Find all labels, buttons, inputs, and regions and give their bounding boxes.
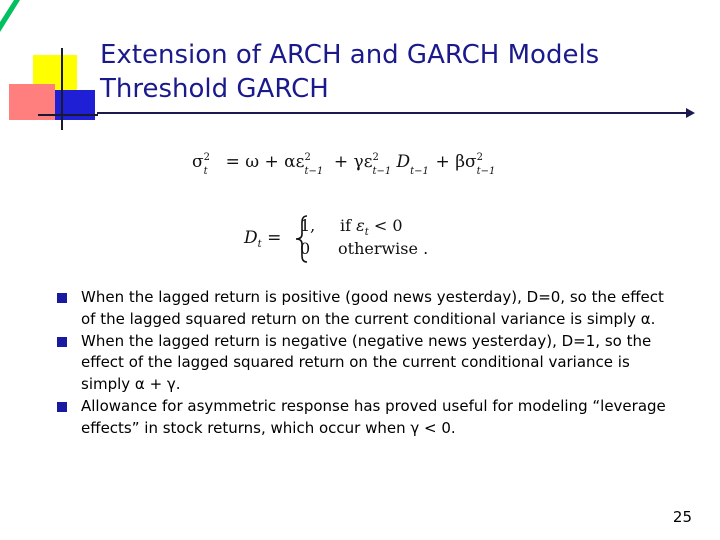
eq2-D-sub: t [257, 239, 262, 250]
eq2-case1-eps-sub: t [364, 227, 369, 238]
eq1-D: D [396, 152, 411, 172]
eq1-gamma-term: + γ [333, 152, 364, 172]
eq1-sigma-sup: 2 [476, 152, 484, 163]
bullet-text: Allowance for asymmetric response has proved useful for modeling “leverage effects” in stock returns, which occur when γ < 0. [81, 396, 666, 437]
bullet-text: When the lagged return is positive (good news yesterday), D=0, so the effect of the lagged squared return on the current conditional variance is simply α. [81, 288, 664, 328]
title-rule-arrowhead [686, 108, 695, 118]
eq1-lhs-sup: 2 [203, 152, 210, 163]
eq1-eps2-sub: t−1 [372, 166, 392, 177]
bullet-square-icon [57, 337, 67, 347]
eq1-lhs-sub: t [203, 166, 208, 177]
bullet-list [56, 287, 676, 440]
eq1-eps-1: ε [295, 152, 305, 172]
slide-title [100, 38, 599, 106]
eq2-case1-cond: < 0 [368, 216, 403, 235]
eq1-omega-term: = ω + α [225, 152, 296, 172]
bullet-item [56, 287, 676, 331]
eq1-D-sub: t−1 [410, 166, 429, 177]
eq2-case2-cond: otherwise . [338, 239, 429, 258]
corner-decoration [0, 0, 20, 34]
bullet-item [56, 331, 676, 396]
title-underline-rule [97, 112, 687, 114]
bullet-text: When the lagged return is negative (negative news yesterday), D=1, so the effect of the lagged squared return on the current conditional variance is simply α + γ. [81, 331, 652, 394]
eq2-case1-eps: ε [356, 216, 365, 235]
eq1-sigma-rhs: σ [465, 152, 477, 172]
page-number: 25 [672, 508, 692, 526]
bullet-square-icon [57, 402, 67, 412]
eq1-eps-2: ε [363, 152, 373, 172]
decor-horizontal-line [38, 114, 98, 116]
eq2-D: D [244, 228, 258, 248]
decor-vertical-line [61, 48, 63, 130]
eq1-eps2-sup: 2 [372, 152, 379, 163]
eq2-equals: = [267, 228, 282, 248]
eq2-case1-if: if [340, 216, 357, 235]
bullet-square-icon [57, 293, 67, 303]
eq1-sigma-sub: t−1 [476, 166, 496, 177]
eq1-eps1-sup: 2 [304, 152, 311, 163]
bullet-item [56, 396, 676, 440]
eq1-eps1-sub: t−1 [304, 166, 324, 177]
eq2-case2-value: 0 [300, 239, 311, 258]
slide-title-line1: Extension of ARCH and GARCH Models [100, 40, 600, 70]
tgarch-variance-equation [192, 152, 501, 177]
slide-title-line2: Threshold GARCH [100, 74, 329, 104]
eq1-sigma-lhs: σ [192, 152, 204, 172]
eq1-beta-term: + β [435, 152, 466, 172]
eq2-case1-value: 1, [300, 216, 316, 235]
